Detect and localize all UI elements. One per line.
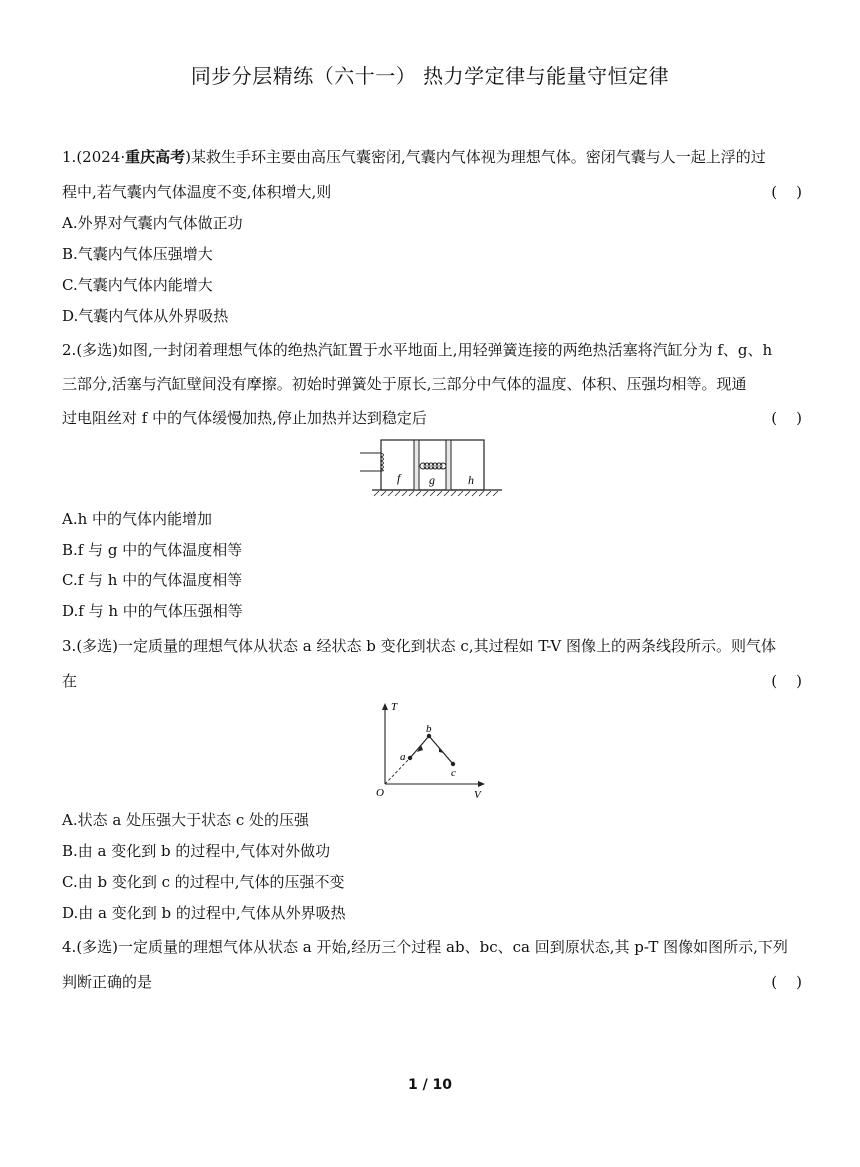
q2-stem-line2: 三部分,活塞与汽缸壁间没有摩擦。初始时弹簧处于原长,三部分中气体的温度、体积、压强均相等。现通	[62, 375, 747, 393]
q3-option-c: C.由 b 变化到 c 的过程中,气体的压强不变	[62, 873, 345, 891]
v-axis-arrow	[478, 781, 485, 787]
label-h: h	[468, 473, 474, 487]
q3-answer-blank: ( )	[771, 672, 802, 690]
q1-option-a: A.外界对气囊内气体做正功	[62, 214, 243, 232]
q2-stem-line3: 过电阻丝对 f 中的气体缓慢加热,停止加热并达到稳定后	[62, 409, 427, 427]
q2-option-d: D.f 与 h 中的气体压强相等	[62, 602, 243, 620]
t-axis-arrow	[382, 703, 388, 710]
label-g: g	[429, 473, 435, 487]
q2-option-c: C.f 与 h 中的气体温度相等	[62, 571, 243, 589]
q1-stem-line2: 程中,若气囊内气体温度不变,体积增大,则	[62, 183, 332, 201]
q4-stem-line2: 判断正确的是	[62, 973, 153, 991]
spring	[420, 463, 446, 469]
q1-stem-line1: 1.(2024·重庆高考)某救生手环主要由高压气囊密闭,气囊内气体视为理想气体。密闭气囊与人一起上浮的过	[62, 148, 766, 166]
label-f: f	[397, 471, 401, 485]
label-a: a	[400, 751, 406, 763]
page-title: 同步分层精练（六十一） 热力学定律与能量守恒定律	[190, 64, 670, 88]
piston-right	[446, 440, 451, 490]
label-b: b	[426, 723, 432, 735]
point-c	[451, 762, 455, 766]
q1-option-b: B.气囊内气体压强增大	[62, 245, 213, 263]
page-number: 1 / 10	[407, 1077, 453, 1093]
q2-option-a: A.h 中的气体内能增加	[62, 510, 213, 528]
piston-left	[414, 440, 419, 490]
q3-option-b: B.由 a 变化到 b 的过程中,气体对外做功	[62, 842, 331, 860]
q1-source: 重庆高考	[125, 148, 186, 166]
q3-stem-line1: 3.(多选)一定质量的理想气体从状态 a 经状态 b 变化到状态 c,其过程如 T-V 图像上的两条线段所示。则气体	[62, 637, 777, 655]
q2-option-b: B.f 与 g 中的气体温度相等	[62, 541, 243, 559]
label-V: V	[474, 789, 481, 800]
ground-hatch	[374, 491, 498, 496]
q3-option-a: A.状态 a 处压强大于状态 c 处的压强	[62, 811, 310, 829]
q2-stem-line1: 2.(多选)如图,一封闭着理想气体的绝热汽缸置于水平地面上,用轻弹簧连接的两绝热活塞将汽缸分为 f、g、h	[62, 341, 773, 359]
segment-ab	[410, 736, 429, 758]
q3-tv-graph	[370, 700, 490, 800]
q4-answer-blank: ( )	[771, 973, 802, 991]
q2-answer-blank: ( )	[771, 409, 802, 427]
heater-leads	[360, 453, 381, 471]
q1-option-d: D.气囊内气体从外界吸热	[62, 307, 229, 325]
label-c: c	[451, 767, 456, 779]
label-T: T	[391, 701, 398, 713]
q2-cylinder-figure	[360, 438, 510, 500]
point-a	[408, 756, 412, 760]
q1-answer-blank: ( )	[771, 183, 802, 201]
label-O: O	[376, 787, 384, 799]
q3-stem-line2: 在	[62, 672, 78, 690]
q1-option-c: C.气囊内气体内能增大	[62, 276, 213, 294]
q4-stem-line1: 4.(多选)一定质量的理想气体从状态 a 开始,经历三个过程 ab、bc、ca 回到原状态,其 p-T 图像如图所示,下列	[62, 938, 788, 956]
origin-dashed-line	[385, 758, 410, 784]
q3-option-d: D.由 a 变化到 b 的过程中,气体从外界吸热	[62, 904, 346, 922]
